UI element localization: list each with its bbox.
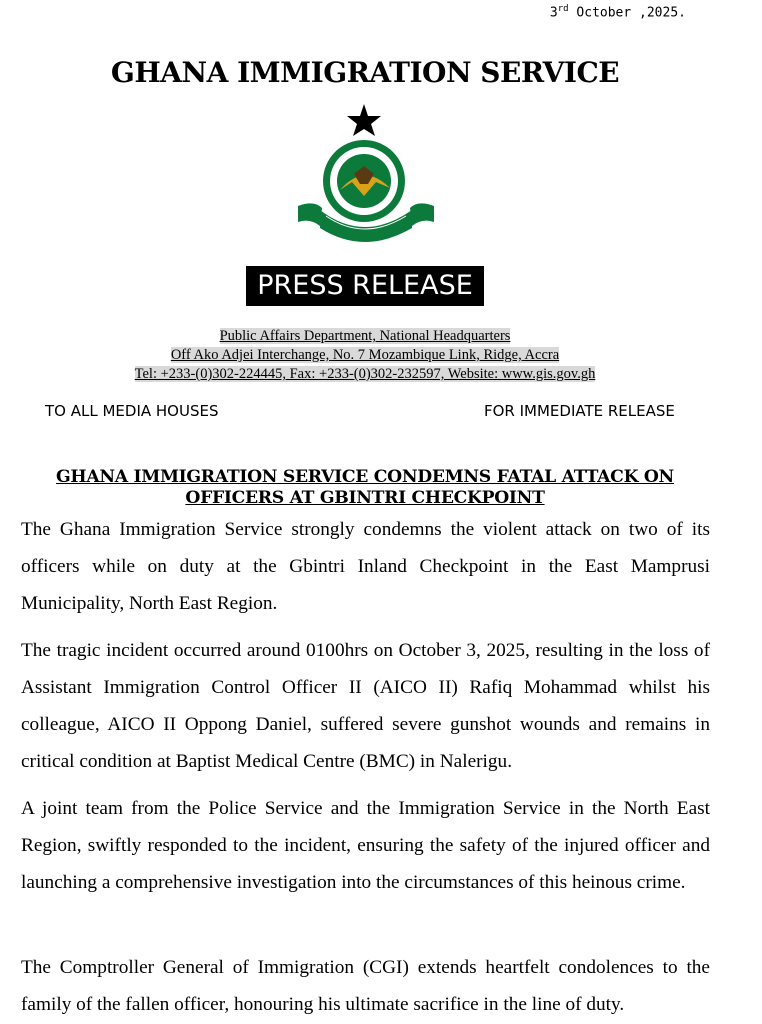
headline-line-1: GHANA IMMIGRATION SERVICE CONDEMNS FATAL ATTACK ON — [56, 467, 674, 487]
body-paragraph-3: A joint team from the Police Service and the Immigration Service in the North East Region, swiftly responded to the incident, ensuring the safety of the injured officer and launching a comprehensive investigation into the circumstances of this heinous crime. — [21, 798, 710, 893]
address-line-contact: Tel: +233-(0)302-224445, Fax: +233-(0)302-232597, Website: www.gis.gov.gh — [134, 366, 596, 382]
address-line-location: Off Ako Adjei Interchange, No. 7 Mozambique Link, Ridge, Accra — [170, 347, 560, 363]
address-line-department: Public Affairs Department, National Headquarters — [219, 328, 511, 344]
body-paragraph-4: The Comptroller General of Immigration (CGI) extends heartfelt condolences to the family of the fallen officer, honouring his ultimate sacrifice in the line of duty. — [21, 957, 710, 1015]
recipient-label: TO ALL MEDIA HOUSES — [45, 402, 219, 420]
release-status-label: FOR IMMEDIATE RELEASE — [484, 402, 675, 420]
organization-title: GHANA IMMIGRATION SERVICE — [110, 56, 620, 89]
body-paragraph-1: The Ghana Immigration Service strongly condemns the violent attack on two of its officers while on duty at the Gbintri Inland Checkpoint in the East Mamprusi Municipality, North East Region. — [21, 519, 710, 614]
release-date: 3rd October ,2025. — [549, 4, 686, 21]
body-paragraph-2: The tragic incident occurred around 0100hrs on October 3, 2025, resulting in the loss of Assistant Immigration Control Officer II (AICO II) Rafiq Mohammad whilst his colleague, AICO II Oppong Daniel, suffered severe gunshot wounds and remains in critical condition at Baptist Medical Centre (BMC) in Nalerigu. — [21, 640, 710, 772]
headline-line-2: OFFICERS AT GBINTRI CHECKPOINT — [185, 488, 545, 508]
press-headline — [0, 467, 730, 509]
press-release-banner: PRESS RELEASE — [246, 266, 484, 306]
gis-emblem-logo — [296, 104, 436, 246]
emblem-icon — [296, 104, 436, 246]
